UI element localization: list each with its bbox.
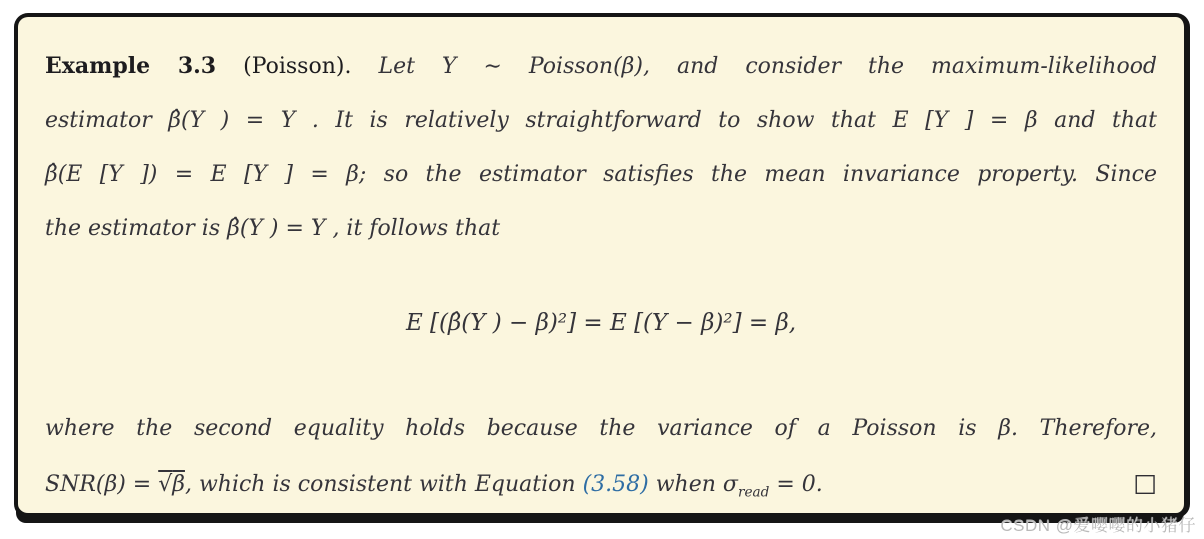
paragraph-text: estimator β̂(Y ) = Y . It is relatively straightforward to show that E [Y ] = β and that	[45, 108, 1157, 133]
paragraph2-line-1	[45, 402, 1157, 456]
paragraph-line-4	[45, 202, 1157, 256]
equation-text: E [(β̂(Y ) − β)²] = E [(Y − β)²] = β,	[405, 310, 797, 336]
example-heading: Example 3.3	[45, 53, 217, 79]
paragraph-text: Let Y ∼ Poisson(β), and consider the maximum-likelihood	[351, 54, 1158, 79]
sigma-read-subscript: read	[737, 484, 770, 501]
paragraph-text: β̂(E [Y ]) = E [Y ] = β; so the estimator satisfies the mean invariance property. Since	[45, 162, 1157, 187]
paragraph-line-3	[45, 148, 1157, 202]
example-box	[14, 13, 1190, 518]
csdn-watermark: CSDN @爱嘤嘤的小猪仔	[1000, 516, 1196, 535]
paragraph-text: where the second equality holds because the variance of a Poisson is β. Therefore,	[45, 416, 1157, 441]
display-equation	[45, 296, 1157, 350]
sentence-middle: , which is consistent with Equation	[184, 472, 583, 497]
paragraph2-line-2	[45, 456, 1157, 519]
qed-square: □	[1133, 468, 1157, 497]
equation-ref-link[interactable]: (3.58)	[582, 472, 649, 497]
closing-sentence	[45, 458, 823, 519]
paragraph-line-1	[45, 39, 1157, 94]
paragraph-line-2	[45, 94, 1157, 148]
paragraph-text: the estimator is β̂(Y ) = Y , it follows that	[45, 216, 501, 241]
radical-sign: √	[158, 472, 173, 497]
example-heading-qualifier: (Poisson).	[216, 54, 352, 79]
sentence-tail: = 0.	[769, 472, 823, 497]
sentence-after-ref: when σ	[648, 472, 738, 497]
snr-expression: SNR(β) =	[45, 472, 159, 497]
sqrt-beta	[158, 472, 185, 497]
radicand: β	[172, 472, 185, 497]
